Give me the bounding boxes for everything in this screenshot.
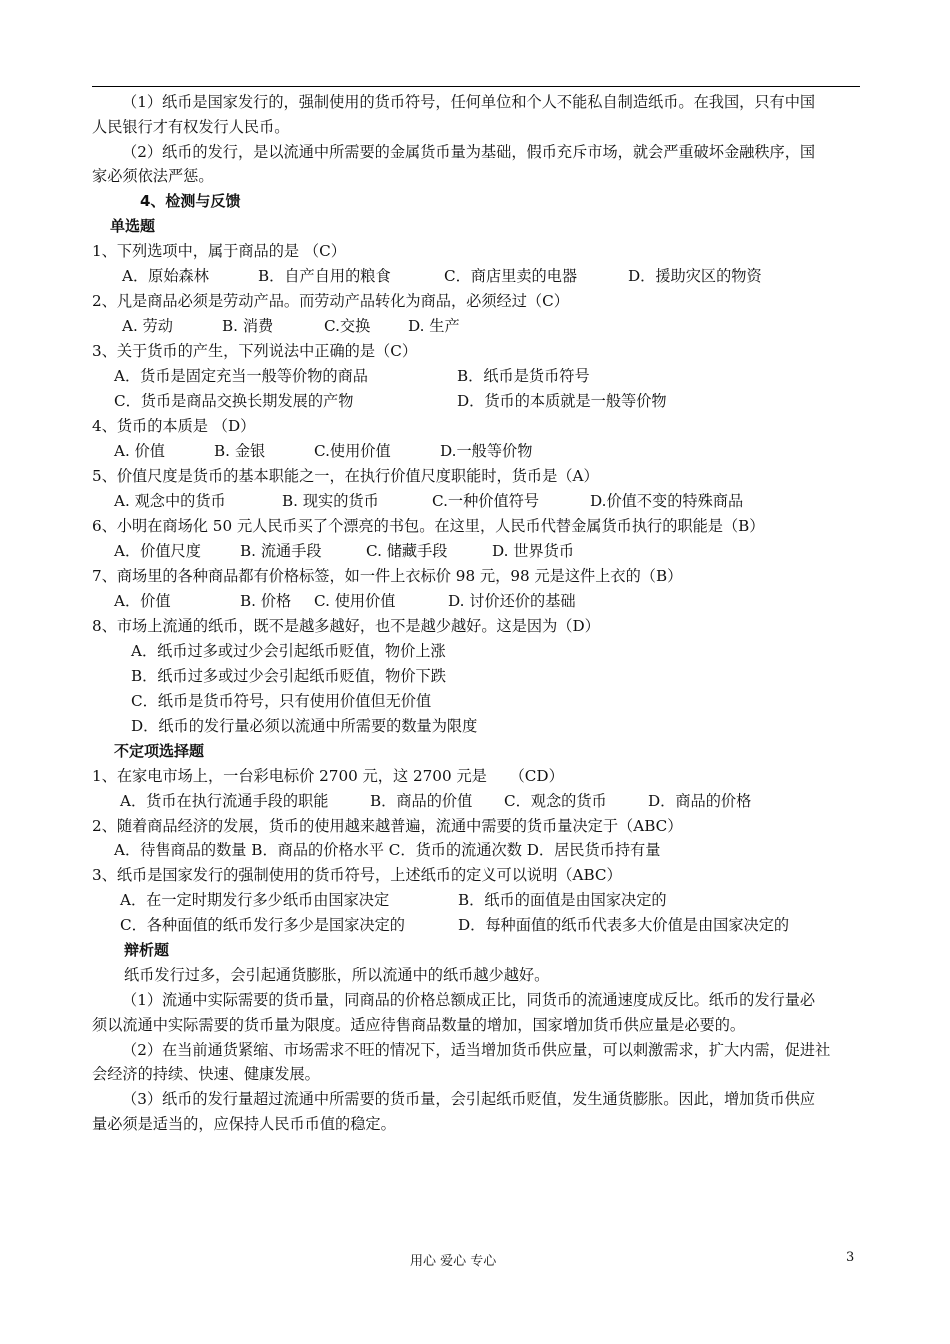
question-stem: 8、市场上流通的纸币，既不是越多越好，也不是越少越好。这是因为（D） (92, 617, 600, 635)
option: B．自产自用的粮食 (258, 267, 391, 285)
option: B. 消费 (222, 317, 274, 335)
option-row (122, 316, 460, 336)
question-stem: 2、凡是商品必须是劳动产品。而劳动产品转化为商品，必须经过（C） (92, 292, 569, 310)
option-row (114, 491, 743, 511)
option: A. 价值 (114, 442, 165, 460)
option: D. 世界货币 (492, 542, 575, 560)
intro-p2-line1: （2）纸币的发行，是以流通中所需要的金属货币量为基础，假币充斥市场，就会严重破坏金融秩序，国 (122, 143, 816, 161)
option: B．商品的价值 (370, 792, 473, 810)
intro-p1-line2: 人民银行才有权发行人民币。 (92, 118, 290, 136)
section-title: 4、检测与反馈 (140, 192, 241, 210)
option: B. 价格 (240, 592, 292, 610)
question-stem: 5、价值尺度是货币的基本职能之一，在执行价值尺度职能时，货币是（A） (92, 467, 599, 485)
analysis-p3-line2: 量必须是适当的，应保持人民币币值的稳定。 (92, 1115, 396, 1133)
option-row (120, 890, 667, 910)
question-stem: 1、在家电市场上，一台彩电标价 2700 元，这 2700 元是 （CD） (92, 767, 564, 785)
option: A．价值尺度 (114, 542, 201, 560)
analysis-p1-line1: （1）流通中实际需要的货币量，同商品的价格总额成正比，同货币的流通速度成反比。纸币的发行量必 (122, 991, 816, 1009)
option: C．观念的货币 (504, 792, 607, 810)
analysis-heading: 辩析题 (124, 941, 170, 959)
option: A. 观念中的货币 (114, 492, 226, 510)
option: A．在一定时期发行多少纸币由国家决定 (120, 891, 390, 909)
question-stem: 7、商场里的各种商品都有价格标签，如一件上衣标价 98 元，98 元是这件上衣的（B） (92, 567, 683, 585)
intro-p2-line2: 家必须依法严惩。 (92, 167, 214, 185)
analysis-p2-line2: 会经济的持续、快速、健康发展。 (92, 1065, 320, 1083)
option: D. 讨价还价的基础 (448, 592, 576, 610)
option: C．商店里卖的电器 (444, 267, 578, 285)
analysis-p2-line1: （2）在当前通货紧缩、市场需求不旺的情况下，适当增加货币供应量，可以刺激需求，扩大内需，促进社 (122, 1041, 831, 1059)
multi-choice-heading: 不定项选择题 (114, 742, 205, 760)
intro-p1-line1: （1）纸币是国家发行的，强制使用的货币符号，任何单位和个人不能私自制造纸币。在我国，只有中国 (122, 93, 816, 111)
analysis-p1-line2: 须以流通中实际需要的货币量为限度。适应待售商品数量的增加，国家增加货币供应量是必要的。 (92, 1016, 746, 1034)
option: A．价值 (114, 592, 171, 610)
option: B. 现实的货币 (282, 492, 379, 510)
question-stem: 6、小明在商场化 50 元人民币买了个漂亮的书包。在这里，人民币代替金属货币执行的职能是（B） (92, 517, 765, 535)
single-choice-heading: 单选题 (110, 217, 156, 235)
option: D．货币的本质就是一般等价物 (457, 392, 667, 410)
header-rule (92, 86, 860, 87)
option: D．纸币的发行量必须以流通中所需要的数量为限度 (131, 717, 478, 735)
option: B．纸币是货币符号 (457, 367, 590, 385)
footer-motto: 用心 爱心 专心 (410, 1254, 497, 1269)
option-row (120, 915, 789, 935)
option-row (114, 441, 532, 461)
option: A. 劳动 (122, 317, 173, 335)
option: C. 使用价值 (314, 592, 396, 610)
option: D.价值不变的特殊商品 (590, 492, 744, 510)
option: A．货币在执行流通手段的职能 (120, 792, 329, 810)
option-row (114, 391, 667, 411)
analysis-statement: 纸币发行过多，会引起通货膨胀，所以流通中的纸币越少越好。 (124, 966, 550, 984)
option: C.交换 (324, 317, 371, 335)
option: C．货币是商品交换长期发展的产物 (114, 392, 354, 410)
option: D.一般等价物 (440, 442, 533, 460)
option: D．商品的价格 (648, 792, 752, 810)
option-row (114, 366, 590, 386)
option: C.使用价值 (314, 442, 391, 460)
option: A．货币是固定充当一般等价物的商品 (114, 367, 368, 385)
option-row (114, 591, 576, 611)
option: D. 生产 (408, 317, 460, 335)
option: B. 流通手段 (240, 542, 322, 560)
question-stem: 3、纸币是国家发行的强制使用的货币符号，上述纸币的定义可以说明（ABC） (92, 866, 622, 884)
option: C.一种价值符号 (432, 492, 540, 510)
option: B．纸币的面值是由国家决定的 (458, 891, 667, 909)
option-row (122, 266, 762, 286)
option: B．纸币过多或过少会引起纸币贬值，物价下跌 (131, 667, 446, 685)
option: D．每种面值的纸币代表多大价值是由国家决定的 (458, 916, 790, 934)
option-row (114, 541, 574, 561)
question-stem: 3、关于货币的产生，下列说法中正确的是（C） (92, 342, 418, 360)
option: B. 金银 (214, 442, 266, 460)
page-number: 3 (846, 1250, 855, 1265)
analysis-p3-line1: （3）纸币的发行量超过流通中所需要的货币量，会引起纸币贬值，发生通货膨胀。因此，增加货币供应 (122, 1090, 816, 1108)
option: A．原始森林 (122, 267, 209, 285)
question-stem: 2、随着商品经济的发展，货币的使用越来越普遍，流通中需要的货币量决定于（ABC） (92, 817, 683, 835)
option: C．纸币是货币符号，只有使用价值但无价值 (131, 692, 432, 710)
option: D．援助灾区的物资 (628, 267, 762, 285)
option-row: A．待售商品的数量 B．商品的价格水平 C．货币的流通次数 D．居民货币持有量 (114, 841, 661, 859)
option: C. 储藏手段 (366, 542, 448, 560)
option: C．各种面值的纸币发行多少是国家决定的 (120, 916, 405, 934)
question-stem: 1、下列选项中，属于商品的是 （C） (92, 242, 346, 260)
option-row (120, 791, 751, 811)
option: A．纸币过多或过少会引起纸币贬值，物价上涨 (131, 642, 446, 660)
question-stem: 4、货币的本质是 （D） (92, 417, 256, 435)
